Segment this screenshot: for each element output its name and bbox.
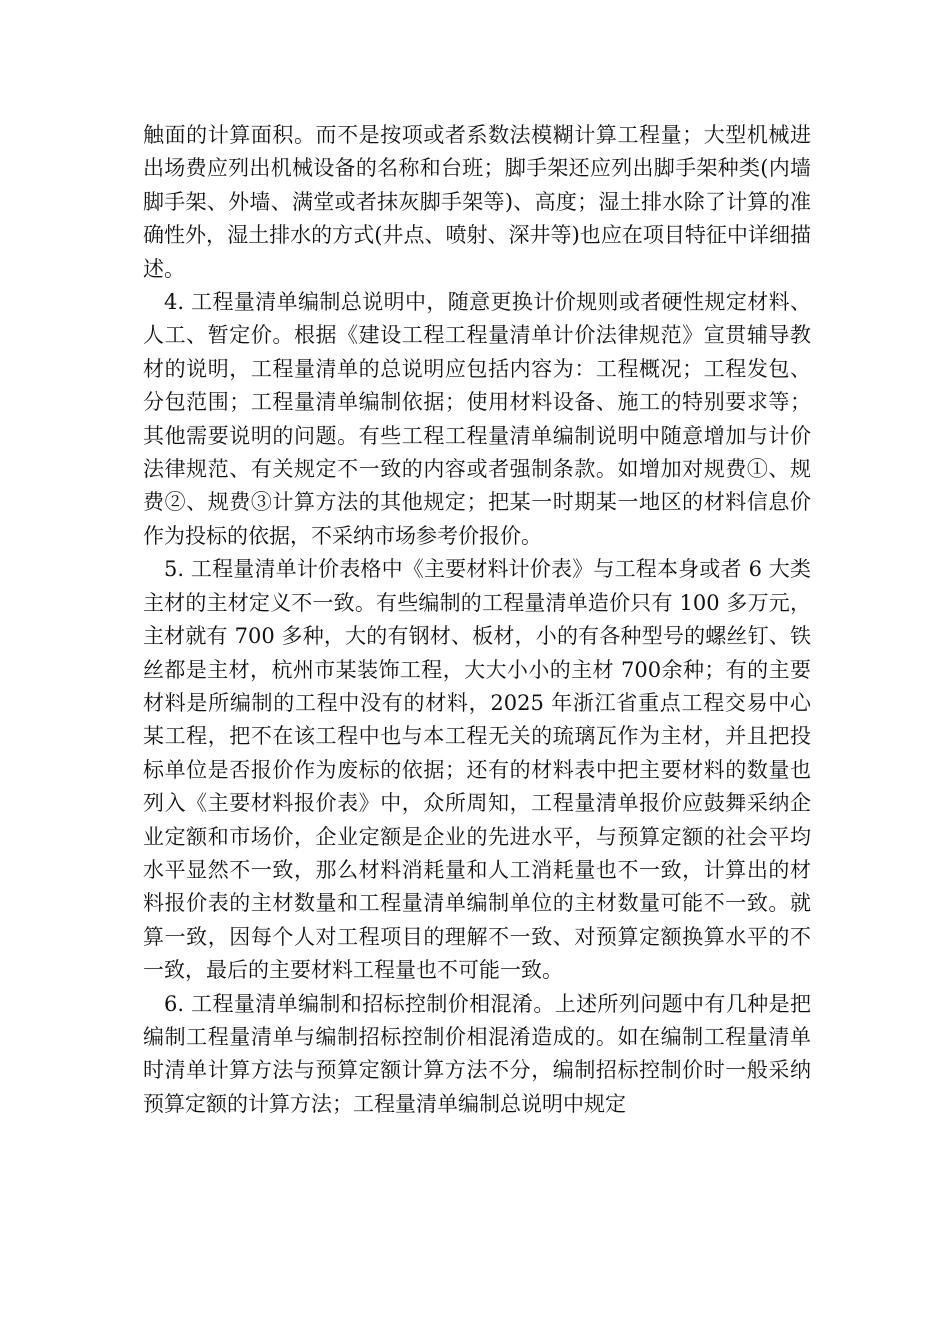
paragraph-item-6: 6. 工程量清单编制和招标控制价相混淆。上述所列问题中有几种是把编制工程量清单与编制招标控制价相混淆造成的。如在编制工程量清单时清单计算方法与预算定额计算方法不分，编制招标控制价时一般采纳预算定额的计算方法；工程量清单编制总说明中规定 (143, 991, 811, 1116)
document-body (143, 119, 811, 1121)
paragraph-item-5: 5. 工程量清单计价表格中《主要材料计价表》与工程本身或者 6 大类主材的主材定义不一致。有些编制的工程量清单造价只有 100 多万元，主材就有 700 多种，大的有钢材、板材，小的有各种型号的螺丝钉、铁丝都是主材，杭州市某装饰工程，大大小小的主材 700余种；有的主要材料是所编制的工程中没有的材料，2025 年浙江省重点工程交易中心某工程，把不在该工程中也与本工程无关的琉璃瓦作为主材，并且把投标单位是否报价作为废标的依据；还有的材料表中把主要材料的数量也列入《主要材料报价表》中，众所周知，工程量清单报价应鼓舞采纳企业定额和市场价，企业定额是企业的先进水平，与预算定额的社会平均水平显然不一致，那么材料消耗量和人工消耗量也不一致，计算出的材料报价表的主材数量和工程量清单编制单位的主材数量可能不一致。就算一致，因每个人对工程项目的理解不一致、对预算定额换算水平的不一致，最后的主要材料工程量也不可能一致。 (143, 557, 811, 983)
paragraph-item-4: 4. 工程量清单编制总说明中，随意更换计价规则或者硬性规定材料、人工、暂定价。根据《建设工程工程量清单计价法律规范》宣贯辅导教材的说明，工程量清单的总说明应包括内容为：工程概况；工程发包、分包范围；工程量清单编制依据；使用材料设备、施工的特别要求等；其他需要说明的问题。有些工程工程量清单编制说明中随意增加与计价法律规范、有关规定不一致的内容或者强制条款。如增加对规费①、规费②、规费③计算方法的其他规定；把某一时期某一地区的材料信息价作为投标的依据，不采纳市场参考价报价。 (143, 290, 811, 548)
paragraph-site-measurement: 触面的计算面积。而不是按项或者系数法模糊计算工程量；大型机械进出场费应列出机械设备的名称和台班；脚手架还应列出脚手架种类(内墙脚手架、外墙、满堂或者抹灰脚手架等)、高度；湿土排水除了计算的准确性外，湿土排水的方式(井点、喷射、深井等)也应在项目特征中详细描述。 (143, 123, 811, 281)
